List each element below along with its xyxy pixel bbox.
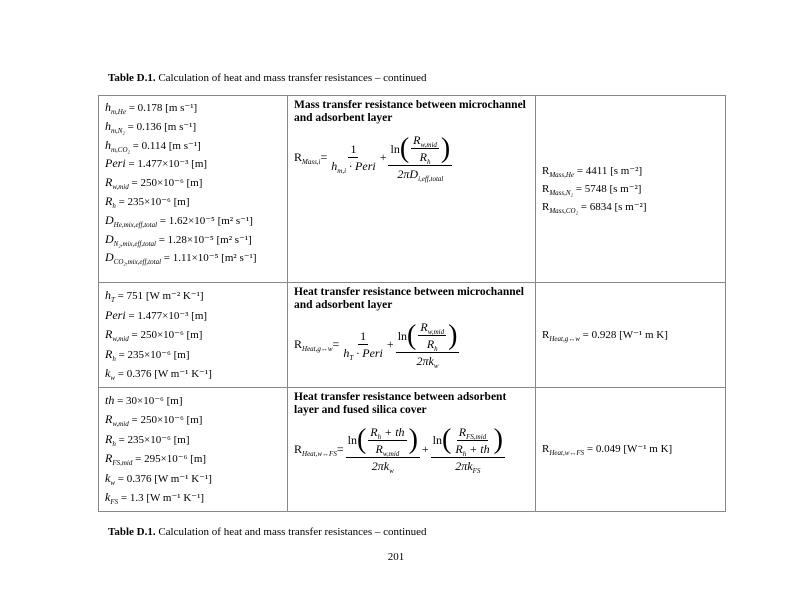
formula-title: Mass transfer resistance between microchannel and adsorbent layer [294,99,526,124]
input-variable: th = 30×10⁻⁶ [m] [105,392,183,407]
input-variable: $R_h = 235\times 10^{-6}$ [m] [105,193,190,210]
input-variable: Peri = 1.477×10⁻³ [m] [105,156,208,171]
input-variable: $D_{He,mix,eff,total} = 1.62\times 10^{-5}$ [m² s⁻¹] [105,212,253,229]
result-value: $R_{Mass,N_2} = 5748$ [s m⁻²] [542,183,642,197]
caption-label: Table D.1. [108,526,156,538]
input-variable: $h_{m,He} = 0.178$ [m s⁻¹] [105,100,198,116]
result-value: $R_{Heat,w\leftrightarrow FS} = 0.049$ [W⁻¹ m K] [542,443,673,457]
caption-label: Table D.1. [108,72,156,84]
input-variable: $h_{m,N_2} = 0.136$ [m s⁻¹] [105,118,197,135]
formula-cell [288,283,536,388]
input-variable: $R_h = 235\times 10^{-6}$ [m] [105,346,190,363]
page-number: 201 [387,551,405,563]
result-value: $R_{Mass,CO_2} = 6834$ [s m⁻²] [542,201,647,215]
inputs-cell [99,387,288,511]
input-variable: $h_{m,CO_2} = 0.114$ [m s⁻¹] [105,137,201,154]
table-row-heat-transfer-wfs [99,387,726,511]
caption-text: Calculation of heat and mass transfer resistances – continued [155,72,427,84]
input-variable: Peri = 1.477×10⁻³ [m] [105,307,208,322]
heat-transfer-equation: $R_{Heat,g\leftrightarrow w}$ = $\frac{1}{h_T \cdot Peri}$ + ln ( $\frac{R_{w,mid}}{R_h}$ ) $2\pi k_w$ [294,319,458,370]
input-variable: $R_{w,mid} = 250\times 10^{-6}$ [m] [105,327,203,343]
results-cell [536,387,726,511]
input-variable: $R_{w,mid} = 250\times 10^{-6}$ [m] [105,412,203,428]
input-variable: $D_{CO_2,mix,eff,total} = 1.11\times 10^{-5}$ [m² s⁻¹] [105,250,257,267]
formula-title: Heat transfer resistance between microchannel and adsorbent layer [294,286,524,311]
input-variable: $h_T = 751$ [W m⁻² K⁻¹] [105,288,204,304]
results-cell [536,96,726,283]
input-variable: $k_{FS} = 1.3$ [W m⁻¹ K⁻¹] [105,490,205,506]
table-caption-bottom [108,526,427,538]
input-variable: $R_{FS,mid} = 295\times 10^{-6}$ [m] [105,451,207,467]
formula-cell [288,387,536,511]
inputs-cell [99,96,288,283]
heat-transfer-equation: $R_{Heat,w\leftrightarrow FS}$ = ln ( $\frac{R_h + th}{R_{w,mid}}$ ) $2\pi k_w$ + ln ( $\frac{R_{FS,mid}}{R_h + th}$ ) $2\pi k_{FS}$ [294,424,503,475]
input-variable: $k_w = 0.376$ [W m⁻¹ K⁻¹] [105,366,212,382]
caption-text: Calculation of heat and mass transfer resistances – continued [155,526,427,538]
result-value: $R_{Heat,g\leftrightarrow w} = 0.928$ [W⁻¹ m K] [542,328,668,343]
table-caption-top [108,72,427,84]
table-row-mass-transfer [99,96,726,283]
table-row-heat-transfer-gw [99,283,726,388]
input-variable: $D_{N_2,mix,eff,total} = 1.28\times 10^{-5}$ [m² s⁻¹] [105,231,252,248]
input-variable: $R_{w,mid} = 250\times 10^{-6}$ [m] [105,175,203,192]
inputs-cell [99,283,288,388]
results-cell [536,283,726,388]
input-variable: $R_h = 235\times 10^{-6}$ [m] [105,431,190,448]
formula-cell [288,96,536,283]
formula-title: Heat transfer resistance between adsorbent layer and fused silica cover [294,390,507,416]
result-value: $R_{Mass,He} = 4411$ [s m⁻²] [542,165,643,179]
mass-transfer-equation: $R_{Mass,i}$ = $\frac{1}{h_{m,i} \cdot Peri}$ + ln ( $\frac{R_{w,mid}}{R_h}$ ) $2\pi D_{i,eff,total}$ [294,132,451,183]
input-variable: $k_w = 0.376$ [W m⁻¹ K⁻¹] [105,470,212,487]
resistance-table [98,95,726,512]
